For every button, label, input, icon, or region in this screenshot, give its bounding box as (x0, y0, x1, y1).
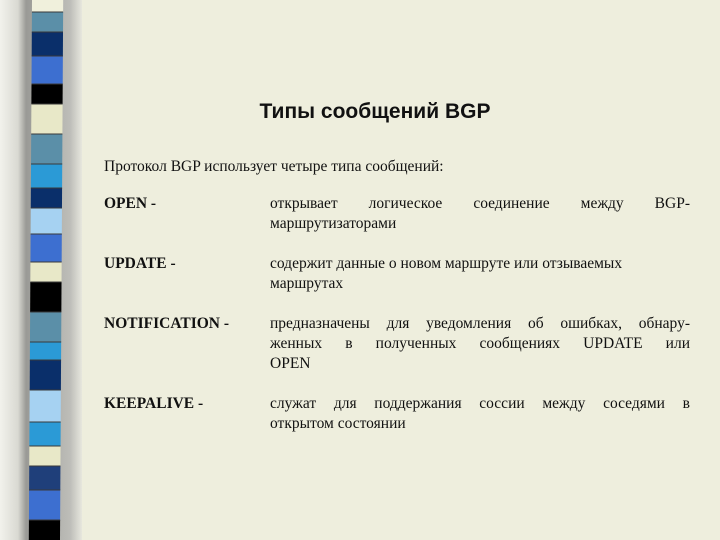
description-line: предназначены для уведомления об ошибках, обнару- (270, 315, 690, 332)
description-line: OPEN (270, 355, 311, 372)
message-term: NOTIFICATION - (104, 315, 230, 332)
description-line: маршрутах (270, 275, 344, 292)
message-term: OPEN - (104, 195, 157, 212)
message-term: KEEPALIVE - (104, 395, 204, 412)
description-line: открытом состоянии (270, 415, 406, 432)
description-line: женных в полученных сообщениях UPDATE или (270, 335, 690, 352)
description-line: маршрутизаторами (270, 215, 397, 232)
message-description (270, 194, 690, 234)
description-line: служат для поддержания соссии между соседями в (270, 395, 690, 412)
message-description (270, 254, 690, 294)
message-term: UPDATE - (104, 255, 176, 272)
description-line: содержит данные о новом маршруте или отзываемых (270, 255, 623, 272)
slide-title: Типы сообщений BGP (259, 100, 491, 123)
message-description (270, 314, 690, 374)
description-line: открывает логическое соединение между BGP- (270, 195, 690, 212)
intro-text: Протокол BGP использует четыре типа сообщений: (104, 158, 444, 175)
message-description (270, 394, 690, 434)
